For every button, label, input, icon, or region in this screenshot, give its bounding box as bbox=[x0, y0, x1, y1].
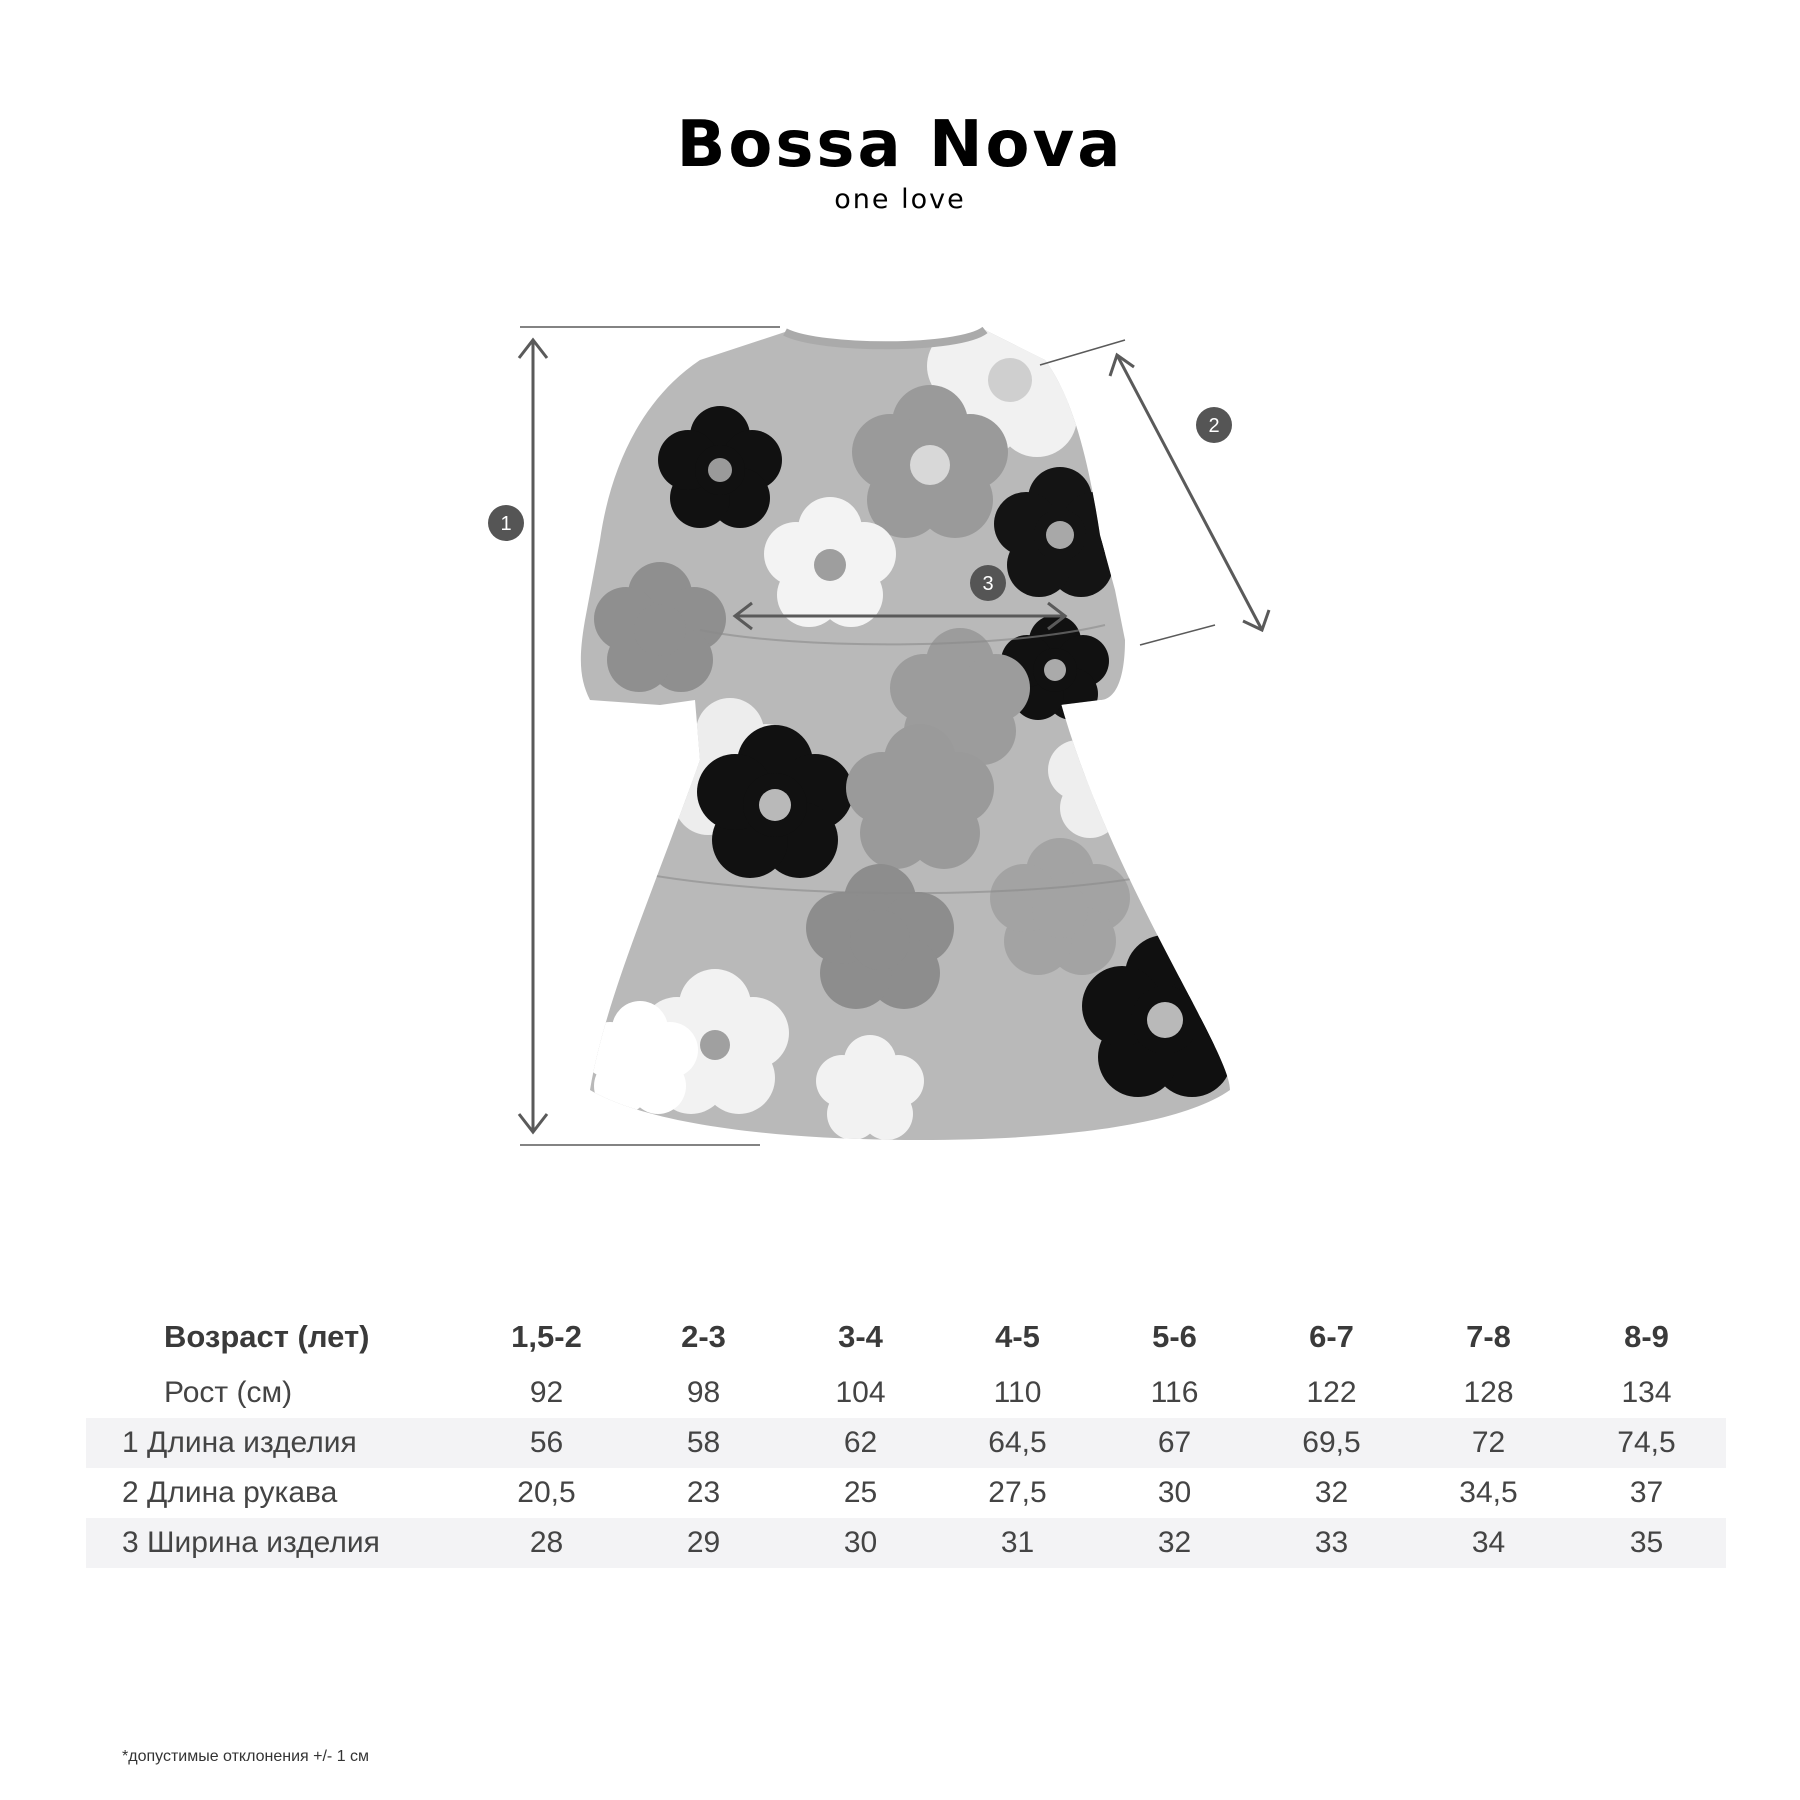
table-cell: 32 bbox=[1314, 1476, 1349, 1509]
table-cell: 28 bbox=[468, 1518, 625, 1568]
marker-3-label: 3 bbox=[982, 573, 994, 595]
age-cell: 4-5 bbox=[995, 1319, 1040, 1354]
marker-2 bbox=[1196, 407, 1232, 443]
table-cell: 37 bbox=[1629, 1476, 1664, 1509]
marker-3 bbox=[970, 565, 1006, 601]
table-cell: 20,5 bbox=[517, 1476, 576, 1509]
table-cell: 27,5 bbox=[988, 1476, 1047, 1509]
table-cell: 31 bbox=[939, 1518, 1096, 1568]
row-label: 1 Длина изделия bbox=[86, 1418, 468, 1468]
header-row bbox=[86, 1306, 1726, 1368]
table-cell: 67 bbox=[1096, 1418, 1253, 1468]
table-cell: 104 bbox=[835, 1376, 886, 1409]
tolerance-footnote: *допустимые отклонения +/- 1 см bbox=[122, 1748, 370, 1765]
age-cell: 6-7 bbox=[1309, 1319, 1354, 1354]
age-cell: 3-4 bbox=[838, 1319, 883, 1354]
table-cell: 128 bbox=[1463, 1376, 1514, 1409]
table-cell: 69,5 bbox=[1253, 1418, 1410, 1468]
row-label: Рост (см) bbox=[164, 1376, 293, 1409]
age-cell: 2-3 bbox=[681, 1319, 726, 1354]
table-cell: 34 bbox=[1410, 1518, 1567, 1568]
table-cell: 35 bbox=[1567, 1518, 1726, 1568]
table-cell: 23 bbox=[686, 1476, 721, 1509]
table-row-height bbox=[86, 1368, 1726, 1418]
table-row-length bbox=[86, 1418, 1726, 1468]
row-label: 3 Ширина изделия bbox=[86, 1518, 468, 1568]
table-cell: 34,5 bbox=[1459, 1476, 1518, 1509]
table-cell: 92 bbox=[529, 1376, 564, 1409]
age-label: Возраст (лет) bbox=[164, 1319, 370, 1354]
table-cell: 110 bbox=[993, 1376, 1042, 1409]
table-cell: 56 bbox=[468, 1418, 625, 1468]
table-row-width bbox=[86, 1518, 1726, 1568]
age-cell: 8-9 bbox=[1624, 1319, 1669, 1354]
table-cell: 30 bbox=[1157, 1476, 1192, 1509]
table-cell: 58 bbox=[625, 1418, 782, 1468]
table-cell: 33 bbox=[1253, 1518, 1410, 1568]
table-cell: 122 bbox=[1306, 1376, 1357, 1409]
table-cell: 134 bbox=[1621, 1376, 1672, 1409]
marker-2-label: 2 bbox=[1208, 415, 1220, 437]
table-row-sleeve bbox=[86, 1468, 1726, 1518]
row-label: 2 Длина рукава bbox=[122, 1476, 338, 1509]
table-cell: 25 bbox=[843, 1476, 878, 1509]
size-table bbox=[86, 1306, 1726, 1568]
table-cell: 74,5 bbox=[1567, 1418, 1726, 1468]
table-cell: 30 bbox=[782, 1518, 939, 1568]
table-cell: 98 bbox=[686, 1376, 721, 1409]
table-cell: 62 bbox=[782, 1418, 939, 1468]
table-cell: 32 bbox=[1096, 1518, 1253, 1568]
dress-image bbox=[581, 295, 1248, 1140]
age-cell: 5-6 bbox=[1152, 1319, 1197, 1354]
marker-1 bbox=[488, 505, 524, 541]
table-cell: 29 bbox=[625, 1518, 782, 1568]
age-cell: 7-8 bbox=[1466, 1319, 1511, 1354]
table-cell: 116 bbox=[1150, 1376, 1199, 1409]
brand-title: Bossa Nova bbox=[676, 108, 1124, 182]
brand-subtitle: one love bbox=[834, 184, 966, 215]
table-cell: 72 bbox=[1410, 1418, 1567, 1468]
age-cell: 1,5-2 bbox=[511, 1319, 582, 1354]
marker-1-label: 1 bbox=[500, 513, 512, 535]
table-cell: 64,5 bbox=[939, 1418, 1096, 1468]
